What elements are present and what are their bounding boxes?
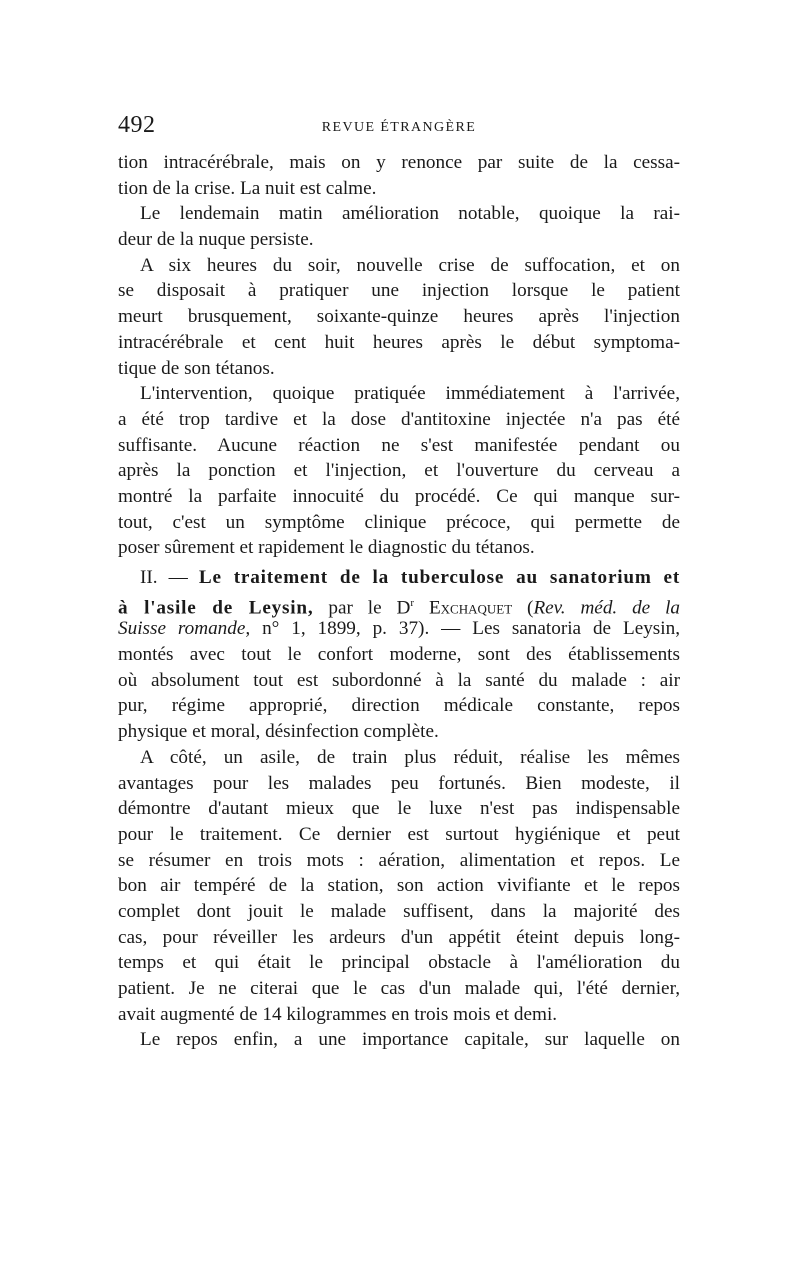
text-line: montré la parfaite innocuité du procédé. Ce qui manque sur- <box>118 485 680 507</box>
text-line: montés avec tout le confort moderne, sont des établissements <box>118 644 680 666</box>
text-line: après la ponction et l'injection, et l'ouverture du cerveau a <box>118 460 680 482</box>
text-line: se disposait à pratiquer une injection lorsque le patient <box>118 280 680 302</box>
citation-author: Exchaquet <box>428 597 513 619</box>
page-number: 492 <box>118 112 156 138</box>
section-title: Le traitement de la tuberculose au sanatorium et <box>198 567 681 588</box>
text-line: pur, régime approprié, direction médicale constante, repos <box>118 695 680 717</box>
text-line: tion de la crise. La nuit est calme. <box>118 177 377 199</box>
citation-rest: n° 1, 1899, p. 37). — Les sanatoria de Leysin, <box>250 618 680 640</box>
text-line: A six heures du soir, nouvelle crise de suffocation, et on <box>140 254 680 276</box>
citation-journal: Rev. méd. de la <box>533 597 681 619</box>
text-line: intracérébrale et cent huit heures après le début symptoma- <box>118 331 680 353</box>
text-line: a été trop tardive et la dose d'antitoxine injectée n'a pas été <box>118 408 680 430</box>
citation-journal-cont: Suisse romande, <box>118 618 251 640</box>
text-line: avantages pour les malades peu fortunés. Bien modeste, il <box>118 772 680 794</box>
citation-text: par le D <box>313 597 411 619</box>
text-line <box>118 616 680 642</box>
text-line: démontre d'autant mieux que le luxe n'est pas indispensable <box>118 798 680 820</box>
text-line: temps et qui était le principal obstacle à l'amélioration du <box>118 952 680 974</box>
text-line: où absolument tout est subordonné à la santé du malade : air <box>118 669 680 691</box>
text-line: Le repos enfin, a une importance capitale, sur laquelle on <box>140 1029 680 1051</box>
text-line: meurt brusquement, soixante-quinze heures après l'injection <box>118 306 680 328</box>
text-line: tique de son tétanos. <box>118 357 275 379</box>
text-line: patient. Je ne citerai que le cas d'un malade qui, l'été dernier, <box>118 978 680 999</box>
text-line: pour le traitement. Ce dernier est surtout hygiénique et peut <box>118 823 680 845</box>
text-line: bon air tempéré de la station, son action vivifiante et le repos <box>118 875 680 897</box>
section-number: II. — <box>140 567 188 588</box>
running-head: REVUE ÉTRANGÈRE <box>321 120 477 135</box>
text-line: se résumer en trois mots : aération, alimentation et repos. Le <box>118 849 680 871</box>
text-line: suffisante. Aucune réaction ne s'est manifestée pendant ou <box>118 434 680 456</box>
text-line: A côté, un asile, de train plus réduit, réalise les mêmes <box>140 746 680 768</box>
text-line: poser sûrement et rapidement le diagnostic du tétanos. <box>118 537 535 559</box>
text-line: L'intervention, quoique pratiquée immédiatement à l'arrivée, <box>140 383 680 405</box>
section-heading-line <box>118 591 680 617</box>
body-text <box>118 150 680 1053</box>
page-header <box>118 112 680 142</box>
text-line: tout, c'est un symptôme clinique précoce, qui permette de <box>118 511 680 533</box>
text-line: deur de la nuque persiste. <box>118 229 314 251</box>
text-line: cas, pour réveiller les ardeurs d'un appétit éteint depuis long- <box>118 926 680 948</box>
text-line: tion intracérébrale, mais on y renonce par suite de la cessa- <box>118 152 680 173</box>
section-title-cont: à l'asile de Leysin, <box>118 597 314 619</box>
section-heading-line <box>118 565 680 591</box>
text-line: avait augmenté de 14 kilogrammes en trois mois et demi. <box>118 1003 558 1025</box>
text-line: Le lendemain matin amélioration notable, quoique la rai- <box>140 203 680 225</box>
text-line: physique et moral, désinfection complète. <box>118 721 439 743</box>
text-line: complet dont jouit le malade suffisent, dans la majorité des <box>118 900 680 922</box>
citation-paren: ( <box>512 597 534 619</box>
citation-sup: r <box>410 596 415 609</box>
